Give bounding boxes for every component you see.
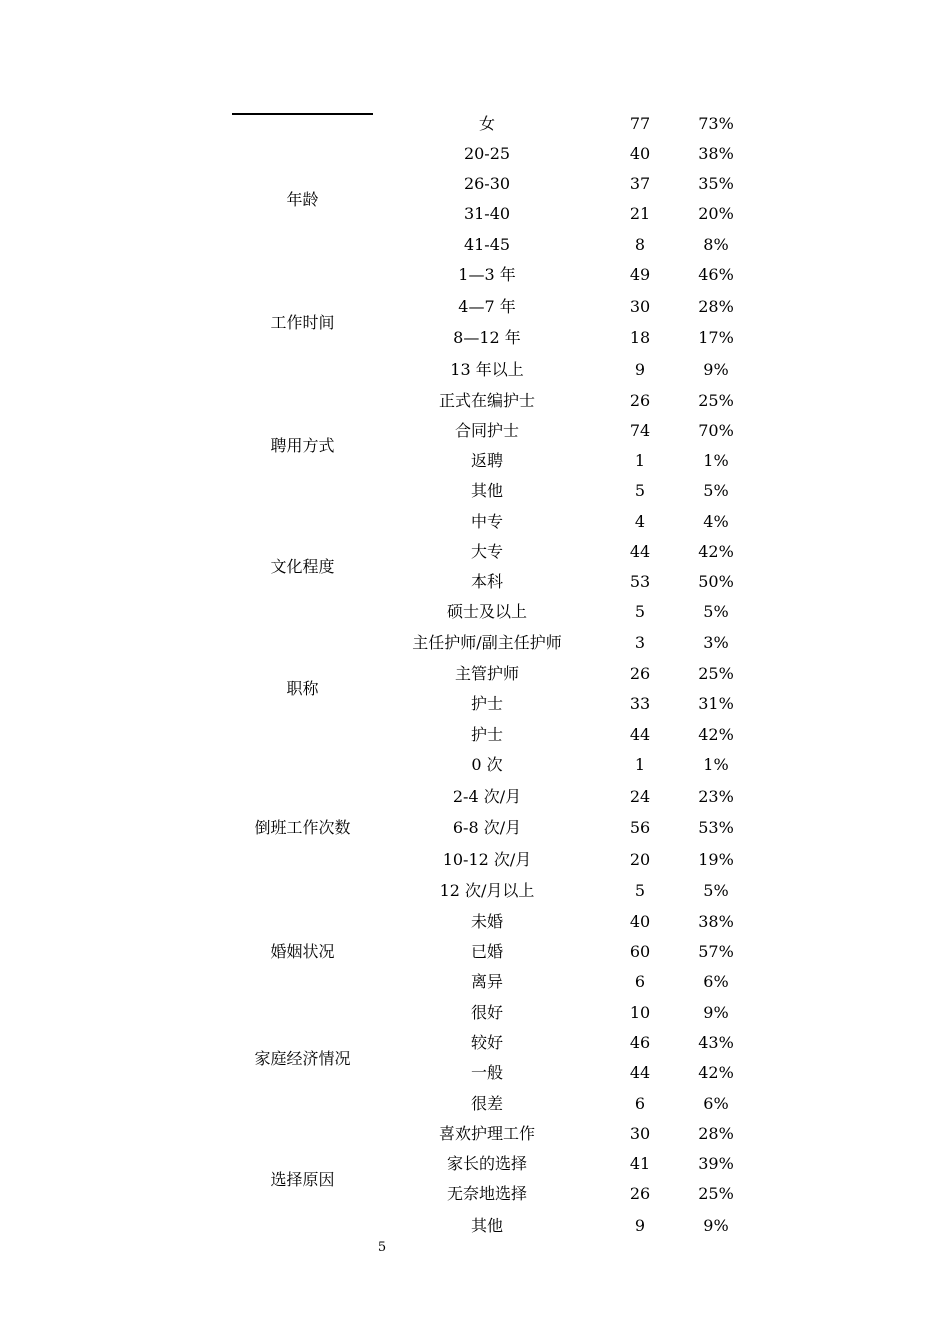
table-row (0, 263, 950, 287)
row-count: 33 (629, 694, 651, 713)
table-row (0, 479, 950, 503)
row-item-label: 很差 (470, 1094, 503, 1113)
row-count: 9 (634, 1216, 646, 1235)
row-count: 60 (629, 942, 651, 961)
table-row (0, 295, 950, 319)
table-row (0, 940, 950, 964)
row-count: 30 (629, 1124, 651, 1143)
row-percentage: 50% (698, 572, 734, 591)
row-percentage: 38% (698, 144, 734, 163)
row-count: 77 (629, 114, 651, 133)
row-count: 3 (634, 633, 646, 652)
row-count: 56 (629, 818, 651, 837)
row-count: 26 (629, 391, 651, 410)
row-count: 21 (629, 204, 651, 223)
table-row (0, 1092, 950, 1116)
table-row (0, 326, 950, 350)
row-item-label: 一般 (470, 1063, 503, 1082)
table-row (0, 1152, 950, 1176)
row-item-label: 合同护士 (454, 421, 519, 440)
group-label: 聘用方式 (270, 436, 335, 455)
table-row (0, 785, 950, 809)
table-row (0, 723, 950, 747)
row-item-label: 41-45 (463, 235, 511, 254)
row-item-label: 家长的选择 (446, 1154, 527, 1173)
row-item-label: 10-12 次/月 (442, 850, 532, 869)
row-item-label: 喜欢护理工作 (438, 1124, 535, 1143)
row-item-label: 其他 (470, 1216, 503, 1235)
table-row (0, 570, 950, 594)
row-item-label: 已婚 (470, 942, 503, 961)
row-percentage: 25% (698, 391, 734, 410)
row-count: 5 (634, 602, 646, 621)
row-count: 44 (629, 725, 651, 744)
row-count: 26 (629, 1184, 651, 1203)
row-item-label: 0 次 (471, 755, 503, 774)
group-label: 倒班工作次数 (254, 818, 351, 837)
row-percentage: 35% (698, 174, 734, 193)
table-row (0, 753, 950, 777)
row-count: 4 (634, 512, 646, 531)
row-count: 41 (629, 1154, 651, 1173)
row-percentage: 31% (698, 694, 734, 713)
group-label: 工作时间 (270, 313, 335, 332)
table-row (0, 600, 950, 624)
row-percentage: 39% (698, 1154, 734, 1173)
group-label: 年龄 (286, 190, 319, 209)
row-count: 24 (629, 787, 651, 806)
table-row (0, 449, 950, 473)
row-percentage: 57% (698, 942, 734, 961)
row-percentage: 28% (698, 297, 734, 316)
row-count: 10 (629, 1003, 651, 1022)
table-row (0, 1061, 950, 1085)
row-count: 18 (629, 328, 651, 347)
row-count: 1 (634, 451, 646, 470)
row-count: 1 (634, 755, 646, 774)
table-row (0, 1122, 950, 1146)
row-item-label: 很好 (470, 1003, 503, 1022)
table-row (0, 970, 950, 994)
row-count: 26 (629, 664, 651, 683)
row-count: 5 (634, 481, 646, 500)
row-count: 8 (634, 235, 646, 254)
row-item-label: 6-8 次/月 (452, 818, 522, 837)
row-percentage: 25% (698, 1184, 734, 1203)
row-count: 74 (629, 421, 651, 440)
table-row (0, 816, 950, 840)
row-item-label: 8—12 年 (453, 328, 521, 347)
row-count: 40 (629, 912, 651, 931)
table-row (0, 202, 950, 226)
page-number: 5 (377, 1240, 387, 1255)
row-percentage: 5% (703, 481, 729, 500)
table-row (0, 142, 950, 166)
row-item-label: 2-4 次/月 (452, 787, 522, 806)
row-percentage: 70% (698, 421, 734, 440)
row-percentage: 20% (698, 204, 734, 223)
row-percentage: 25% (698, 664, 734, 683)
table-row (0, 419, 950, 443)
table-row (0, 662, 950, 686)
group-label: 婚姻状况 (270, 942, 335, 961)
table-row (0, 1182, 950, 1206)
row-item-label: 31-40 (463, 204, 511, 223)
row-percentage: 42% (698, 542, 734, 561)
row-count: 53 (629, 572, 651, 591)
row-percentage: 43% (698, 1033, 734, 1052)
row-percentage: 53% (698, 818, 734, 837)
row-percentage: 17% (698, 328, 734, 347)
row-item-label: 返聘 (470, 451, 503, 470)
row-percentage: 73% (698, 114, 734, 133)
row-percentage: 42% (698, 725, 734, 744)
row-item-label: 其他 (470, 481, 503, 500)
table-row (0, 540, 950, 564)
row-percentage: 38% (698, 912, 734, 931)
row-percentage: 1% (703, 451, 729, 470)
row-item-label: 护士 (470, 725, 503, 744)
table-row (0, 1214, 950, 1238)
row-percentage: 1% (703, 755, 729, 774)
row-item-label: 13 年以上 (450, 360, 524, 379)
row-item-label: 本科 (470, 572, 503, 591)
row-percentage: 8% (703, 235, 729, 254)
row-item-label: 1—3 年 (458, 265, 516, 284)
row-item-label: 离异 (470, 972, 503, 991)
row-count: 5 (634, 881, 646, 900)
table-row (0, 172, 950, 196)
row-item-label: 无奈地选择 (446, 1184, 527, 1203)
table-row (0, 910, 950, 934)
row-count: 20 (629, 850, 651, 869)
table-row (0, 358, 950, 382)
table-row (0, 692, 950, 716)
table-row (0, 848, 950, 872)
row-item-label: 硕士及以上 (446, 602, 527, 621)
row-percentage: 6% (703, 1094, 729, 1113)
row-count: 44 (629, 1063, 651, 1082)
row-count: 46 (629, 1033, 651, 1052)
row-item-label: 正式在编护士 (438, 391, 535, 410)
row-item-label: 未婚 (470, 912, 503, 931)
row-item-label: 女 (478, 114, 495, 133)
table-row (0, 510, 950, 534)
row-count: 9 (634, 360, 646, 379)
row-count: 37 (629, 174, 651, 193)
group-label: 选择原因 (270, 1170, 335, 1189)
row-count: 30 (629, 297, 651, 316)
row-item-label: 主管护师 (454, 664, 519, 683)
row-item-label: 护士 (470, 694, 503, 713)
row-percentage: 9% (703, 1003, 729, 1022)
row-percentage: 9% (703, 1216, 729, 1235)
row-percentage: 46% (698, 265, 734, 284)
row-count: 6 (634, 1094, 646, 1113)
row-count: 49 (629, 265, 651, 284)
table-row (0, 233, 950, 257)
group-label: 文化程度 (270, 557, 335, 576)
table-row (0, 1001, 950, 1025)
row-item-label: 12 次/月以上 (439, 881, 535, 900)
row-percentage: 3% (703, 633, 729, 652)
row-item-label: 大专 (470, 542, 503, 561)
row-item-label: 20-25 (463, 144, 511, 163)
table-row (0, 389, 950, 413)
group-label: 职称 (286, 679, 319, 698)
group-label: 家庭经济情况 (254, 1049, 351, 1068)
table-row (0, 1031, 950, 1055)
row-percentage: 42% (698, 1063, 734, 1082)
row-count: 6 (634, 972, 646, 991)
row-item-label: 26-30 (463, 174, 511, 193)
row-percentage: 23% (698, 787, 734, 806)
table-row (0, 879, 950, 903)
row-percentage: 5% (703, 602, 729, 621)
row-percentage: 19% (698, 850, 734, 869)
row-percentage: 28% (698, 1124, 734, 1143)
row-count: 44 (629, 542, 651, 561)
row-item-label: 4—7 年 (458, 297, 516, 316)
row-count: 40 (629, 144, 651, 163)
row-percentage: 6% (703, 972, 729, 991)
row-item-label: 中专 (470, 512, 503, 531)
row-percentage: 4% (703, 512, 729, 531)
row-percentage: 5% (703, 881, 729, 900)
row-item-label: 主任护师/副主任护师 (412, 633, 562, 652)
table-row (0, 631, 950, 655)
row-item-label: 较好 (470, 1033, 503, 1052)
table-row (0, 112, 950, 136)
row-percentage: 9% (703, 360, 729, 379)
